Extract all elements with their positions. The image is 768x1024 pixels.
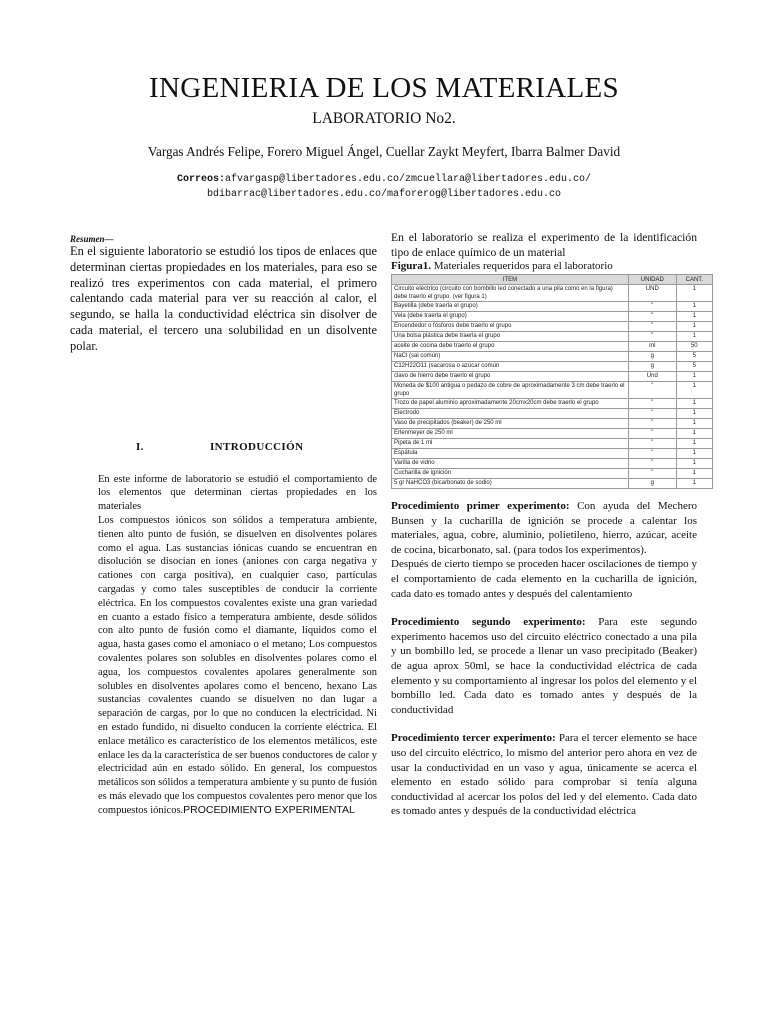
table-cell-unit: " [629, 439, 677, 449]
authors: Vargas Andrés Felipe, Forero Miguel Ángel, Cuellar Zaykt Meyfert, Ibarra Balmer David [147, 144, 621, 159]
figure-caption [391, 260, 697, 272]
header-unit: UNIDAD [629, 275, 677, 285]
table-row [392, 322, 713, 332]
procedure-2-text: Para este segundo experimento hacemos uso del circuito eléctrico conectado a una pila y un bombillo led, se procede a llenar un vaso precipitado (Beaker) de agua aprox 50ml, se hace la conductividad eléctrica de cada elemento y su comportamiento al ingresar los polos del elemento y el bombillo led. Cada dato es tomado antes y después de la conductividad [391, 616, 697, 716]
table-cell-item: Bayetilla (debe traerla el grupo) [392, 302, 629, 312]
table-cell-qty: 5 [676, 362, 712, 372]
procedure-2-label: Procedimiento segundo experimento: [391, 616, 586, 629]
procedure-3-text: Para el tercer elemento se hace uso del circuito eléctrico, lo mismo del anterior pero ahora en vez de usar la conductividad en un vaso y agua, únicamente se acerca el elemento en estado sólido para comprobar si tenía alguna conductividad al acercar los polos del led y del elemento. Cada dato es tomado antes y después de la conductividad eléctrica [391, 732, 697, 818]
table-cell-unit: " [629, 332, 677, 342]
table-cell-unit: " [629, 399, 677, 409]
table-cell-unit: " [629, 302, 677, 312]
table-row [392, 352, 713, 362]
emails-line-1: afvargasp@libertadores.edu.co/zmcuellara@libertadores.edu.co/ [224, 174, 592, 185]
intro-paragraph-1: En este informe de laboratorio se estudió el comportamiento de los elementos que determinan ciertas propiedades en los materiales [98, 473, 377, 513]
table-cell-unit: " [629, 449, 677, 459]
table-cell-unit: " [629, 469, 677, 479]
section-number: I. [136, 440, 144, 453]
table-cell-unit: " [629, 322, 677, 332]
table-row [392, 469, 713, 479]
table-row [392, 382, 713, 399]
emails [0, 172, 768, 202]
table-cell-item: NaCl (sal común) [392, 352, 629, 362]
left-column [70, 234, 377, 818]
table-cell-item: 5 gr NaHCO3 (bicarbonato de sodio) [392, 479, 629, 489]
table-cell-qty: 1 [676, 302, 712, 312]
table-cell-unit: g [629, 362, 677, 372]
intro-paragraph-2-text: Los compuestos iónicos son sólidos a temperatura ambiente, tienen alto punto de fusión, se disuelven en disolventes polares como el agua. Las sustancias iónicas cuando se encuentran en disolución se disocian en iones (aniones con carga negativa y cationes con carga positiva), en cualquier caso, partículas cargadas y como tales susceptibles de conducir la corriente eléctrica. En los compuestos covalentes existe una gran variedad en cuanto a estado físico a temperatura ambiente, desde sólidos con alto punto de fusión como el diamante, líquidos como el agua, hasta gases como el amoniaco o el metano; Los compuestos covalentes polares son solubles en disolventes polares como el agua, los compuestos covalentes apolares generalmente son solubles en disolventes apolares como el benceno, hexano Las sustancias covalentes cuando se disuelven no dan lugar a separación de cargas, por lo que no conducen la electricidad. Ni en estado fundido, ni disuelto conducen la corriente eléctrica. El enlace metálico es característico de los elementos metálicos, este enlace les da la característica de ser buenos conductores de calor y electricidad aún en estado sólido. En general, los compuestos metálicos son sólidos a temperatura ambiente y su punto de fusión es más elevado que los compuestos covalentes pero menor que los compuestos iónicos. [98, 514, 377, 816]
emails-line-2: bdibarrac@libertadores.edu.co/maforerog@libertadores.edu.co [206, 189, 562, 200]
abstract-label: Resumen— [70, 234, 114, 244]
table-cell-item: Encendedor o fósforos debe traerlo el grupo [392, 322, 629, 332]
table-cell-qty: 1 [676, 459, 712, 469]
table-cell-item: aceite de cocina debe traerlo el grupo [392, 342, 629, 352]
table-row [392, 312, 713, 322]
table-cell-unit: " [629, 382, 677, 399]
table-cell-qty: 1 [676, 409, 712, 419]
table-row [392, 419, 713, 429]
paper-title: INGENIERIA DE LOS MATERIALES [149, 72, 619, 104]
table-row [392, 332, 713, 342]
figure-label: Figura1. [391, 260, 432, 272]
table-cell-qty: 1 [676, 439, 712, 449]
table-cell-qty: 1 [676, 322, 712, 332]
table-cell-unit: " [629, 312, 677, 322]
table-row [392, 479, 713, 489]
table-cell-item: Circuito eléctrico (circuito con bombillo led conectado a una pila como en la figura) debe traerlo el grupo. (ver figura 1) [392, 285, 629, 302]
table-row [392, 362, 713, 372]
table-cell-unit: g [629, 479, 677, 489]
table-cell-unit: " [629, 459, 677, 469]
table-row [392, 429, 713, 439]
table-cell-item: Vela (debe traerla el grupo) [392, 312, 629, 322]
abstract-text: En el siguiente laboratorio se estudió los tipos de enlaces que determinan ciertas propiedades en los materiales, para eso se realizó tres experimentos con cada material, el primero calentando cada material para ver su reacción al calor, el segundo, se halla la conductividad eléctrica sin disolver de cada material, el tercero una solubilidad en un disolvente polar. [70, 244, 377, 353]
table-cell-item: Cucharilla de ignición [392, 469, 629, 479]
table-cell-qty: 1 [676, 399, 712, 409]
table-cell-item: Trozo de papel aluminio aproximadamente 20cmx20cm debe traerlo el grupo [392, 399, 629, 409]
table-row [392, 449, 713, 459]
materials-table [391, 274, 713, 489]
table-cell-qty: 1 [676, 312, 712, 322]
table-cell-item: Espátula [392, 449, 629, 459]
procedure-3 [391, 731, 697, 819]
table-cell-unit: " [629, 409, 677, 419]
procedures [391, 499, 697, 819]
table-cell-qty: 5 [676, 352, 712, 362]
procedure-1 [391, 499, 697, 557]
table-row [392, 399, 713, 409]
table-cell-unit: ml [629, 342, 677, 352]
table-cell-item: clavo de hierro debe traerlo el grupo [392, 372, 629, 382]
table-cell-qty: 1 [676, 419, 712, 429]
table-cell-qty: 50 [676, 342, 712, 352]
table-cell-unit: " [629, 429, 677, 439]
figure-caption-text: Materiales requeridos para el laboratorio [431, 260, 613, 272]
introduction-body [98, 473, 377, 818]
table-cell-qty: 1 [676, 479, 712, 489]
table-row [392, 372, 713, 382]
table-cell-unit: Und [629, 372, 677, 382]
materials-table-body [392, 285, 713, 489]
header-qty: CANT. [676, 275, 712, 285]
table-cell-item: Vaso de precipitados (beaker) de 250 ml [392, 419, 629, 429]
table-cell-qty: 1 [676, 332, 712, 342]
lab-intro: En el laboratorio se realiza el experimento de la identificación tipo de enlace químico de un material [391, 231, 697, 259]
table-cell-qty: 1 [676, 382, 712, 399]
procedure-1-text: Con ayuda del Mechero Bunsen y la cucharilla de ignición se procede a calentar los materiales, agua, cobre, aluminio, polietileno, hierro, azúcar, aceite de cocina, bicarbonato, sal. (para todos los experimentos). [391, 500, 697, 556]
right-column [391, 230, 703, 819]
table-row [392, 302, 713, 312]
table-cell-qty: 1 [676, 429, 712, 439]
procedure-2 [391, 615, 697, 717]
table-cell-item: Electrodo [392, 409, 629, 419]
procedure-3-label: Procedimiento tercer experimento: [391, 732, 556, 745]
emails-label: Correos: [176, 174, 225, 185]
table-cell-item: Moneda de $100 antigua o pedazo de cobre de aproximadamente 3 cm debe traerlo el grupo [392, 382, 629, 399]
section-title: INTRODUCCIÓN [210, 440, 304, 453]
intro-paragraph-2 [98, 514, 377, 818]
header-item: ITEM [392, 275, 629, 285]
table-row [392, 439, 713, 449]
procedure-heading-inline: PROCEDIMIENTO EXPERIMENTAL [183, 803, 355, 816]
table-row [392, 342, 713, 352]
table-cell-item: Varilla de vidrio [392, 459, 629, 469]
table-cell-item: Una bolsa plástica debe traerla el grupo [392, 332, 629, 342]
table-cell-qty: 1 [676, 469, 712, 479]
table-cell-item: C12H22O11 (sacarosa o azúcar común [392, 362, 629, 372]
table-cell-unit: UND [629, 285, 677, 302]
table-row [392, 409, 713, 419]
table-cell-item: Pipeta de 1 ml [392, 439, 629, 449]
table-row [392, 285, 713, 302]
table-cell-qty: 1 [676, 372, 712, 382]
table-cell-unit: " [629, 419, 677, 429]
paper-subtitle: LABORATORIO No2. [312, 110, 456, 127]
section-heading-introduction [70, 441, 377, 453]
table-row [392, 459, 713, 469]
table-cell-qty: 1 [676, 449, 712, 459]
table-cell-qty: 1 [676, 285, 712, 302]
table-cell-item: Erlenmeyer de 250 ml [392, 429, 629, 439]
procedure-1-label: Procedimiento primer experimento: [391, 500, 570, 512]
procedure-1-continued: Después de cierto tiempo se proceden hacer oscilaciones de tiempo y el comportamiento de cada elemento en la cucharilla de ignición, cada dato es tomado antes y después del calentamiento [391, 558, 697, 600]
table-cell-unit: g [629, 352, 677, 362]
table-header-row [392, 275, 713, 285]
